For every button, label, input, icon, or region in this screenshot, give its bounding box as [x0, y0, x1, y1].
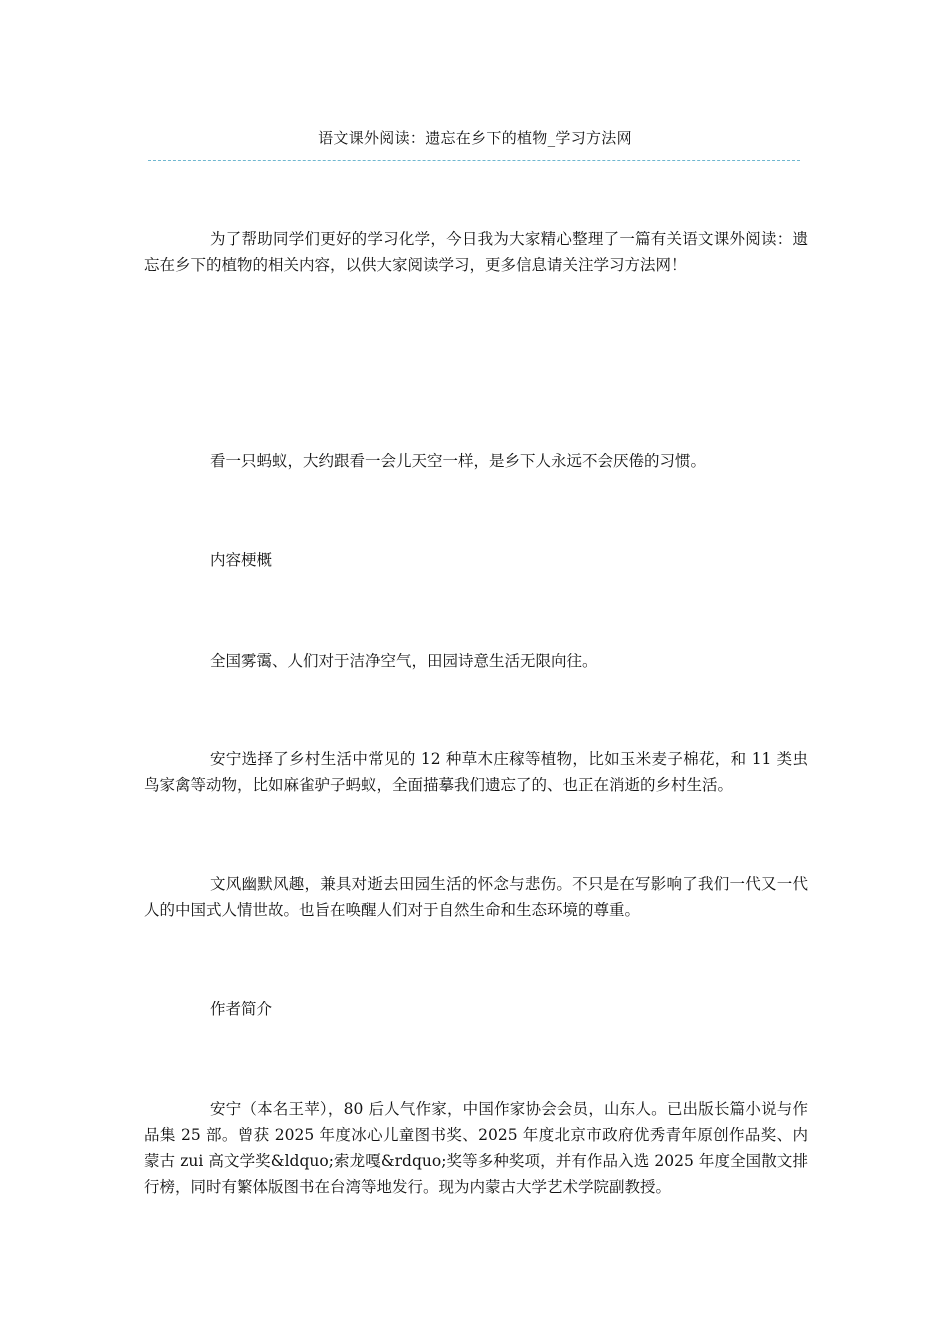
intro-paragraph: 为了帮助同学们更好的学习化学，今日我为大家精心整理了一篇有关语文课外阅读：遗忘在乡下的植物的相关内容，以供大家阅读学习，更多信息请关注学习方法网！ [144, 230, 808, 274]
section-heading-summary: 内容梗概 [210, 551, 273, 569]
content-paragraph: 安宁选择了乡村生活中常见的 12 种草木庄稼等植物，比如玉米麦子棉花，和 11 类虫鸟家禽等动物，比如麻雀驴子蚂蚁，全面描摹我们遗忘了的、也正在消逝的乡村生活。 [144, 750, 808, 794]
style-paragraph: 文风幽默风趣，兼具对逝去田园生活的怀念与悲伤。不只是在写影响了我们一代又一代人的中国式人情世故。也旨在唤醒人们对于自然生命和生态环境的尊重。 [144, 875, 808, 919]
summary-paragraph: 全国雾霭、人们对于洁净空气，田园诗意生活无限向往。 [210, 652, 598, 670]
title-divider [148, 160, 800, 161]
document-title: 语文课外阅读：遗忘在乡下的植物_学习方法网 [318, 129, 632, 147]
section-heading-author: 作者简介 [210, 1000, 273, 1018]
author-bio-paragraph: 安宁（本名王苹），80 后人气作家，中国作家协会会员，山东人。已出版长篇小说与作品集 25 部。曾获 2025 年度冰心儿童图书奖、2025 年度北京市政府优秀青年原创作品奖、内蒙古 zui 高文学奖&ldquo;索龙嘎&rdquo;奖等多种奖项，并有作品入选 2025 年度全国散文排行榜，同时有繁体版图书在台湾等地发行。现为内蒙古大学艺术学院副教授。 [144, 1100, 808, 1196]
opening-quote-paragraph: 看一只蚂蚁，大约跟看一会儿天空一样，是乡下人永远不会厌倦的习惯。 [210, 452, 707, 470]
